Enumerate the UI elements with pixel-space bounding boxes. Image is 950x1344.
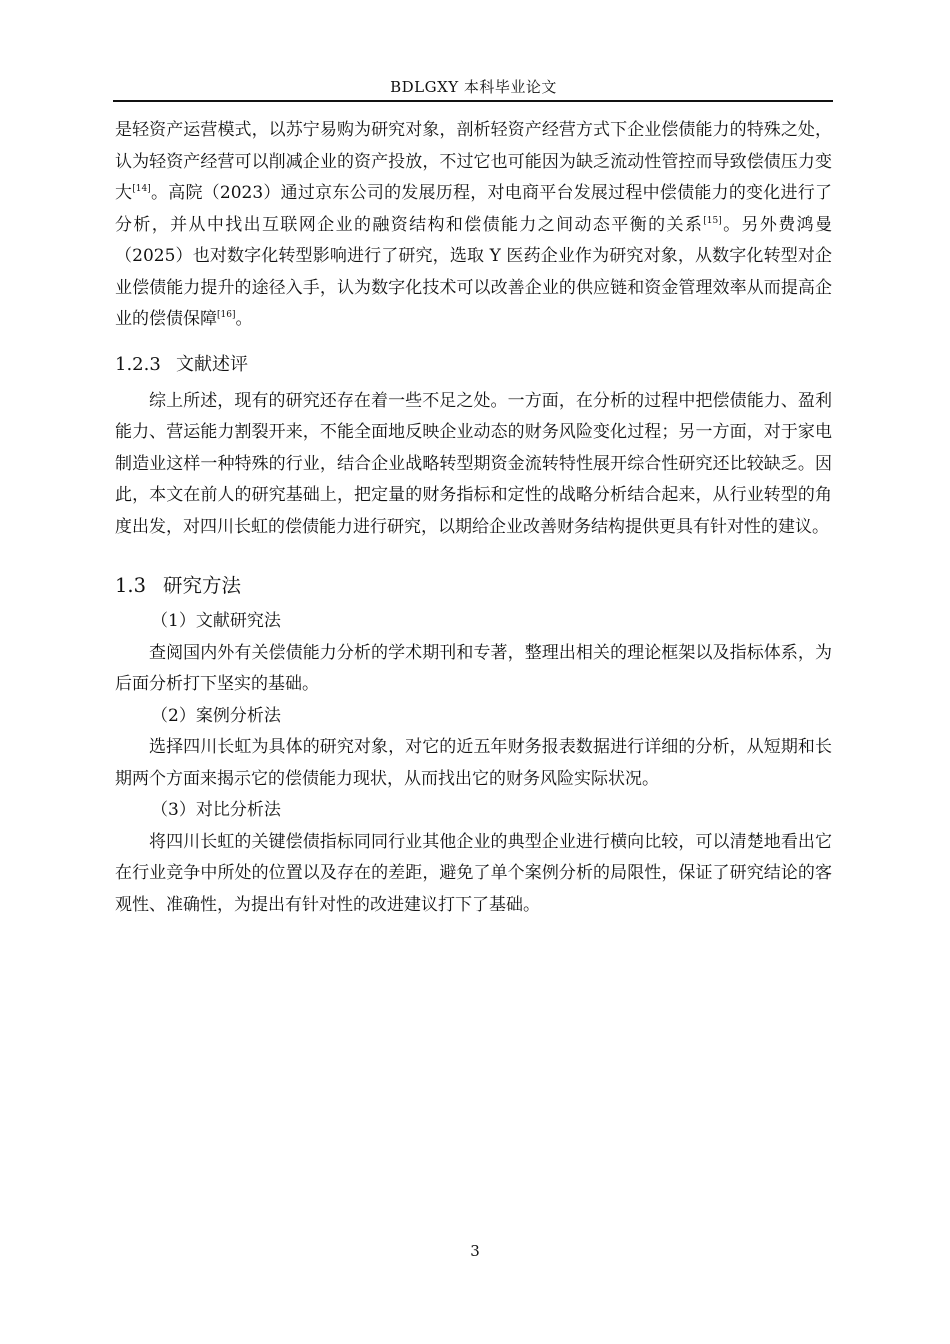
method-label: （1）文献研究法 <box>151 611 281 631</box>
section-number: 1.2.3 <box>115 353 161 375</box>
running-header: BDLGXY 本科毕业论文 <box>390 78 557 96</box>
paragraph-text: 。 <box>235 309 253 329</box>
paragraph-text: 。另外费鸿曼（2025）也对数字化转型影响进行了研究，选取 Y 医药企业作为研究对象，从数字化转型对企业偿债能力提升的途径入手，认为数字化技术可以改善企业的供应链和资金管理效率从而提高企业的偿债保障 <box>115 214 833 329</box>
section-heading-1-2-3 <box>115 349 832 380</box>
section-title: 研究方法 <box>163 574 242 597</box>
citation-ref: [16] <box>217 310 236 320</box>
method-description: 将四川长虹的关键偿债指标同同行业其他企业的典型企业进行横向比较，可以清楚地看出它在行业竞争中所处的位置以及存在的差距，避免了单个案例分析的局限性，保证了研究结论的客观性、准确性，为提出有针对性的改进建议打下了基础。 <box>115 831 832 915</box>
literature-review-paragraph: 综上所述，现有的研究还存在着一些不足之处。一方面，在分析的过程中把偿债能力、盈利能力、营运能力割裂开来，不能全面地反映企业动态的财务风险变化过程；另一方面，对于家电制造业这样一种特殊的行业，结合企业战略转型期资金流转特性展开综合性研究还比较缺乏。因此，本文在前人的研究基础上，把定量的财务指标和定性的战略分析结合起来，从行业转型的角度出发，对四川长虹的偿债能力进行研究，以期给企业改善财务结构提供更具有针对性的建议。 <box>115 390 832 537</box>
citation-ref: [15] <box>703 215 722 226</box>
paragraph-text: 。高院（2023）通过京东公司的发展历程，对电商平台发展过程中偿债能力的变化进行了分析，并从中找出互联网企业的融资结构和偿债能力之间动态平衡的关系 <box>115 183 833 235</box>
page-body <box>115 115 832 921</box>
method-label: （2）案例分析法 <box>151 705 281 726</box>
section-heading-1-3 <box>115 569 832 602</box>
method-label: （3）对比分析法 <box>151 800 281 820</box>
citation-ref: [14] <box>132 184 151 194</box>
paragraph-text: 是轻资产运营模式，以苏宁易购为研究对象，剖析轻资产经营方式下企业偿债能力的特殊之处，认为轻资产经营可以削减企业的资产投放，不过它也可能因为缺乏流动性管控而导致偿债压力变大 <box>115 120 832 203</box>
method-description: 查阅国内外有关偿债能力分析的学术期刊和专著，整理出相关的理论框架以及指标体系，为后面分析打下坚实的基础。 <box>115 642 832 694</box>
continuation-paragraph <box>115 115 832 336</box>
page-number: 3 <box>470 1242 480 1260</box>
header-rule <box>113 100 833 102</box>
section-title: 文献述评 <box>176 353 248 375</box>
method-description: 选择四川长虹为具体的研究对象，对它的近五年财务报表数据进行详细的分析，从短期和长期两个方面来揭示它的偿债能力现状，从而找出它的财务风险实际状况。 <box>115 737 832 789</box>
section-number: 1.3 <box>115 574 147 597</box>
